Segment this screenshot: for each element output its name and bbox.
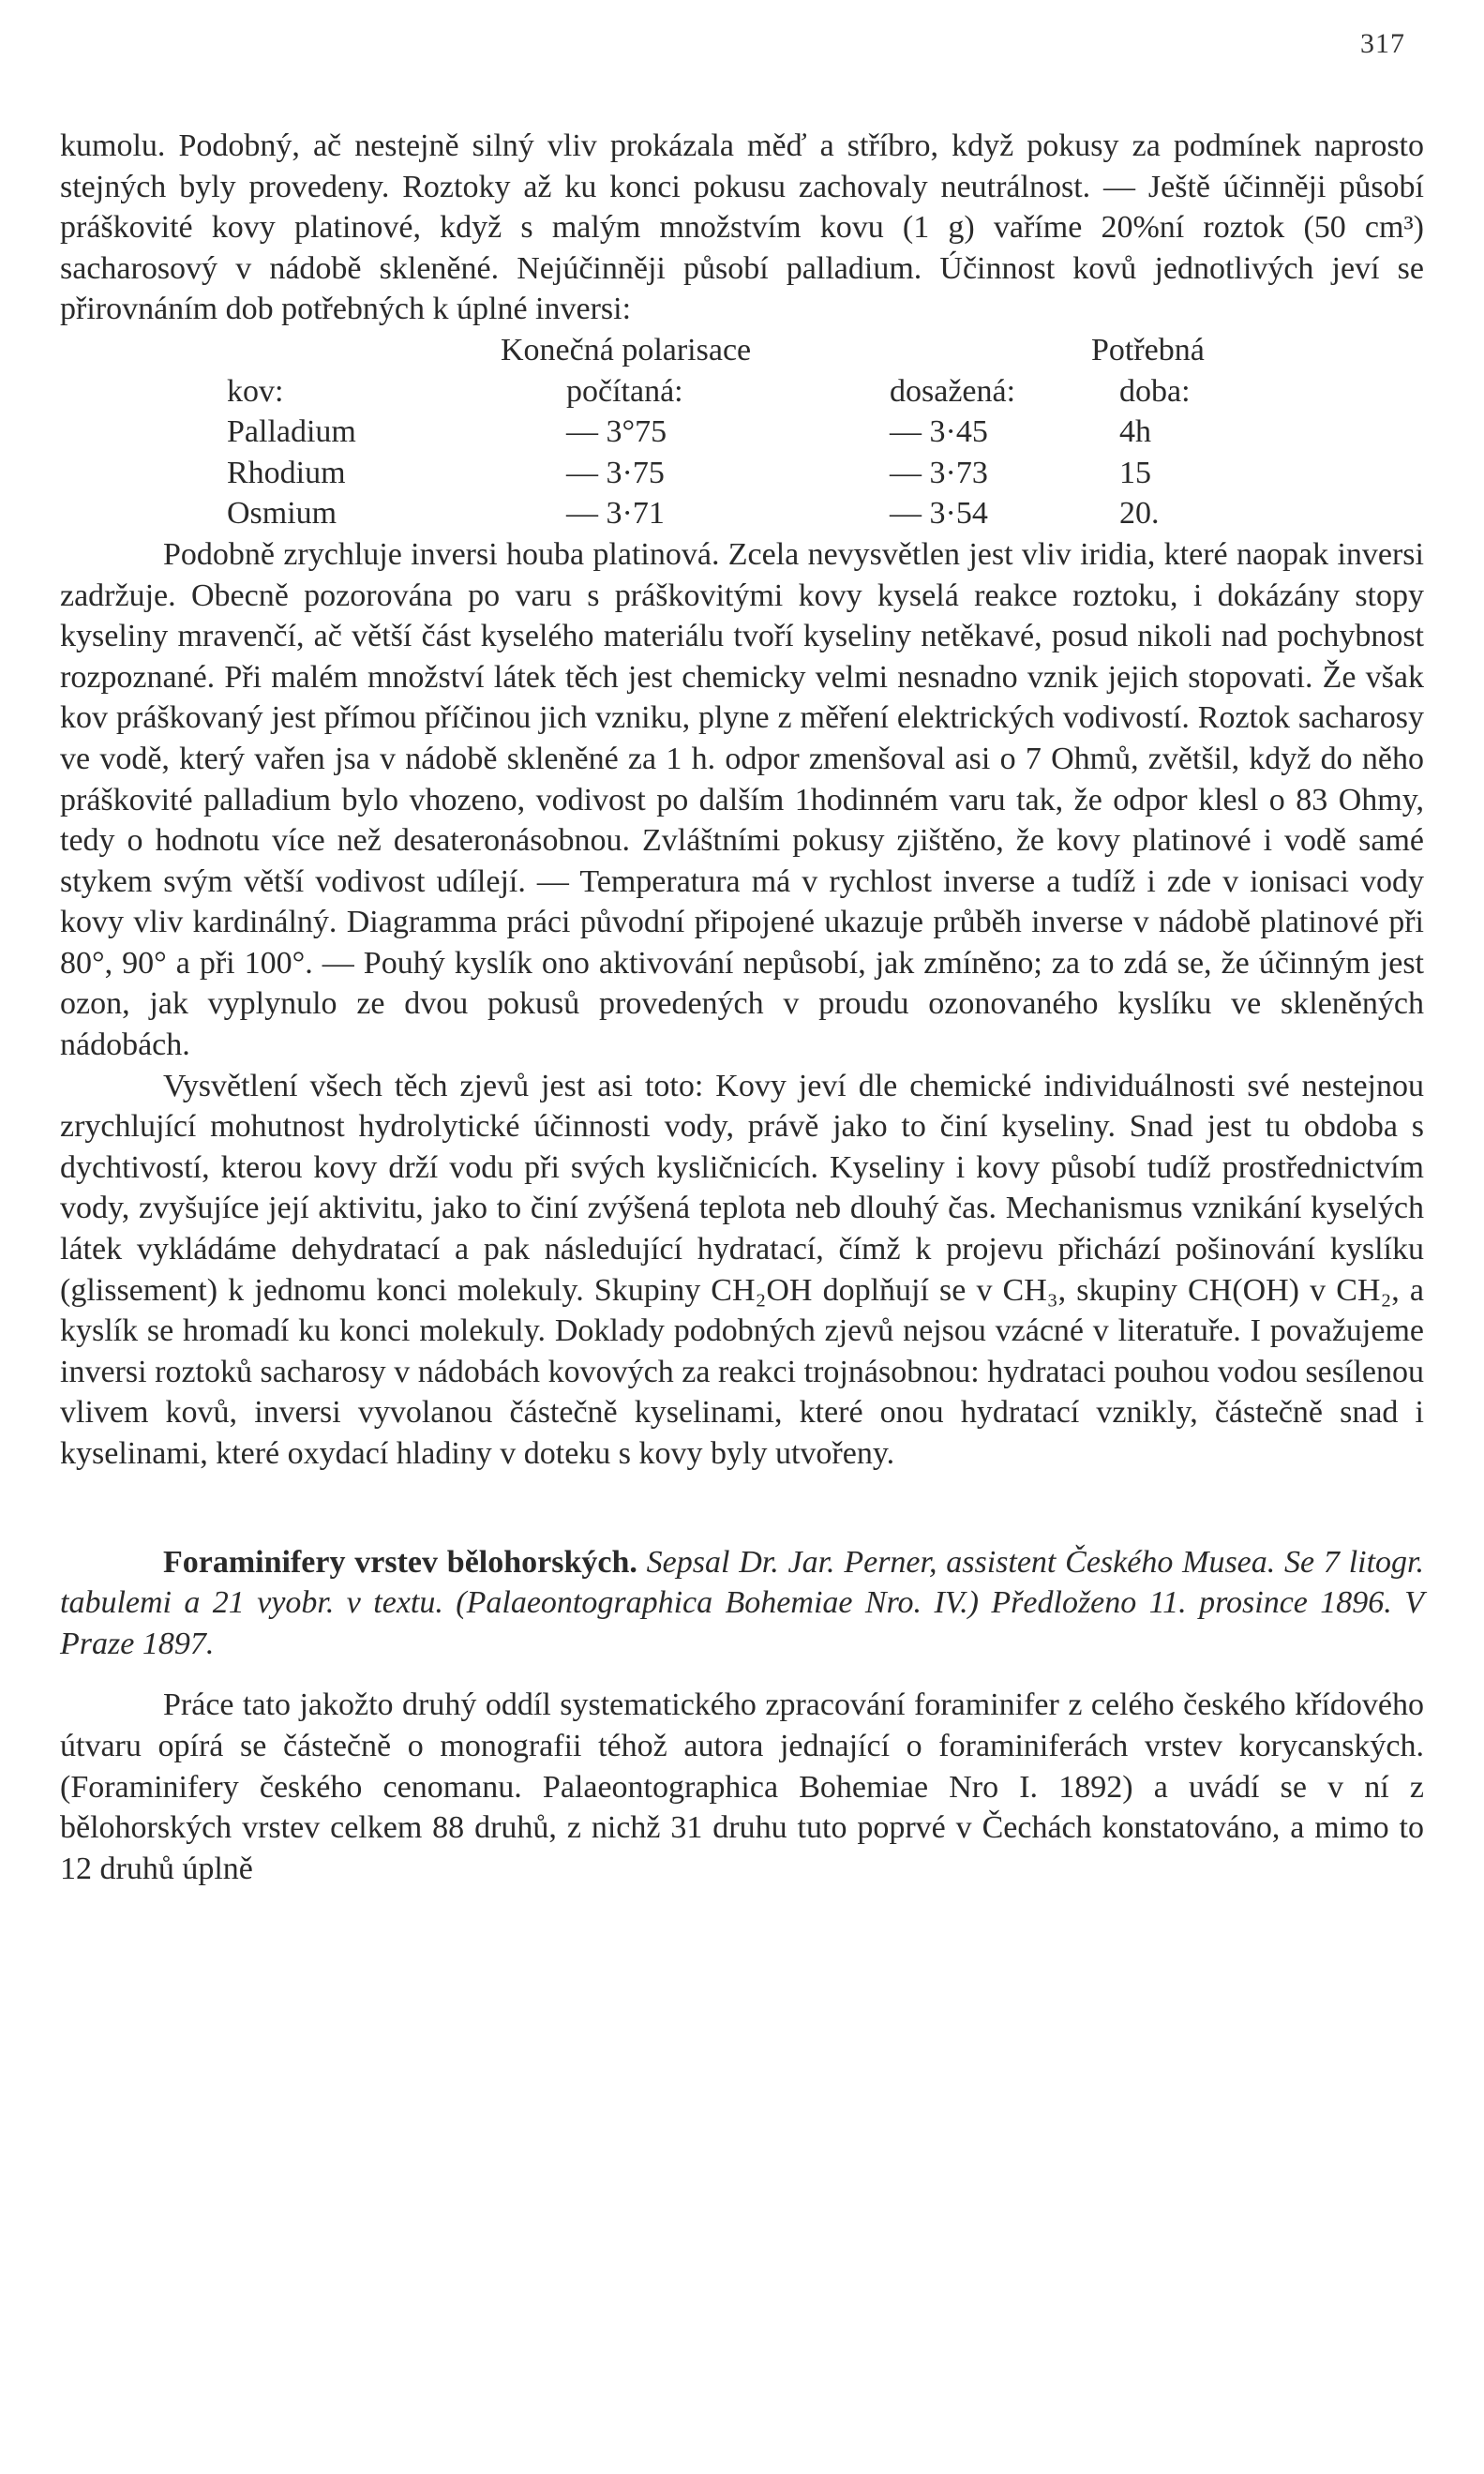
table-row [60,412,1424,453]
header-metal: kov: [227,373,284,409]
cell-reached: — 3·45 [890,414,988,450]
cell-metal: Osmium [227,496,337,532]
table-row [60,453,1424,494]
header-time-2: doba: [1119,373,1191,409]
inversion-table [60,330,1424,534]
header-polarisation: Konečná polarisace [501,332,752,367]
cell-reached: — 3·73 [890,455,988,490]
paragraph-2: Podobně zrychluje inversi houba platinová. Zcela nevysvětlen jest vliv iridia, které naopak inversi zadržuje. Obecně pozorována po varu s práškovitými kovy kyselá reakce roztoku, i dokázány stopy kyseliny mravenčí, ač větší část kyselého materiálu tvoří kyseliny netěkavé, posud nikoli nad pochybnost rozpoznané. Při malém množství látek těch jest chemicky velmi nesnadno vznik jejich stopovati. Že však kov práškovaný jest přímou příčinou jich vzniku, plyne z měření elektrických vodivostí. Roztok sacharosy ve vodě, který vařen jsa v nádobě skleněné za 1 h. odpor zmenšoval asi o 7 Ohmů, zvětšil, když do něho práškovité palladium bylo vhozeno, vodivost po dalším 1hodinném varu tak, že odpor klesl o 83 Ohmy, tedy o hodnotu více než desateronásobnou. Zvláštními pokusy zjištěno, že kovy platinové i vodě samé stykem svým větší vodivost udílejí. — Temperatura má v rychlost inverse a tudíž i zde v ionisaci vody kovy vliv kardinálný. Diagramma práci původní připojené ukazuje průběh inverse v nádobě platinové při 80°, 90° a při 100°. — Pouhý kyslík ono aktivování nepůsobí, jak zmíněno; za to zdá se, že účinným jest ozon, jak vyplynulo ze dvou pokusů provedených v proudu ozonovaného kyslíku ve skleněných nádobách. [60,536,1424,1063]
cell-time: 4h [1119,414,1151,450]
review-title: Foraminifery vrstev bělohorských. [163,1544,637,1580]
cell-calculated: — 3°75 [566,414,667,450]
header-reached: dosažená: [890,373,1016,409]
paragraph-1: kumolu. Podobný, ač nestejně silný vliv prokázala měď a stříbro, když pokusy za podmínek naprosto stejných byly provedeny. Roztoky až ku konci pokusu zachovaly neutrálnost. — Ještě účinněji působí práškovité kovy platinové, když s malým množstvím kovu (1 g) vaříme 20%ní roztok (50 cm³) sacharosový v nádobě skleněné. Nejúčinněji působí palladium. Účinnost kovů jednotlivých jeví se přirovnáním dob potřebných k úplné inversi: [60,128,1424,327]
table-row [60,493,1424,534]
paragraph-4: Práce tato jakožto druhý oddíl systematického zpracování foraminifer z celého českého křídového útvaru opírá se částečně o monografii téhož autora jednající o foraminiferách vrstev korycanských. (Foraminifery českého cenomanu. Palaeontographica Bohemiae Nro I. 1892) a uvádí se v ní z bělohorských vrstev celkem 88 druhů, z nichž 31 druhu tuto poprvé v Čechách konstatováno, a mimo to 12 druhů úplně [60,1687,1424,1886]
cell-metal: Rhodium [227,455,346,490]
cell-calculated: — 3·75 [566,455,665,490]
header-time-1: Potřebná [1091,332,1205,367]
review-heading [60,1542,1424,1665]
table-header-row-1 [60,330,1424,371]
paragraph-3: Vysvětlení všech těch zjevů jest asi toto: Kovy jeví dle chemické individuálnosti své nestejnou zrychlující mohutnost hydrolytické účinnosti vody, právě jako to činí kyseliny. Snad jest tu obdoba s dychtivostí, kterou kovy drží vodu při svých kysličnicích. Kyseliny i kovy působí tudíž prostřednictvím vody, zvyšujíce její aktivitu, jako to činí zvýšená teplota neb dlouhý čas. Mechanismus vznikání kyselých látek vykládáme dehydratací a pak následující hydratací, čímž k projevu přichází pošinování kyslíku (glissement) k jednomu konci molekuly. Skupiny CH₂OH doplňují se v CH₃, skupiny CH(OH) v CH₂, a kyslík se hromadí ku konci molekuly. Doklady podobných zjevů nejsou vzácné v literatuře. I považujeme inversi roztoků sacharosy v nádobách kovových za reakci trojnásobnou: hydrataci pouhou vodou sesílenou vlivem kovů, inversi vyvolanou částečně kyselinami, které onou hydratací vznikly, částečně snad i kyselinami, které oxydací hladiny v doteku s kovy byly utvořeny. [60,1068,1424,1471]
page-number: 317 [1360,28,1405,59]
cell-metal: Palladium [227,414,356,450]
cell-time: 15 [1119,455,1151,490]
table-header-row-2 [60,371,1424,412]
cell-time: 20. [1119,496,1160,532]
cell-calculated: — 3·71 [566,496,665,532]
cell-reached: — 3·54 [890,496,988,532]
review-byline: Sepsal Dr. Jar. Perner, assistent Českého Musea. Se 7 litogr. tabulemi a 21 vyobr. v textu. (Palaeontographica Bohemiae Nro. IV.) Předloženo 11. prosince 1896. V Praze 1897. [60,1544,1425,1661]
text-body [60,126,1424,1889]
header-calculated: počítaná: [566,373,683,409]
section-gap [60,1475,1424,1542]
